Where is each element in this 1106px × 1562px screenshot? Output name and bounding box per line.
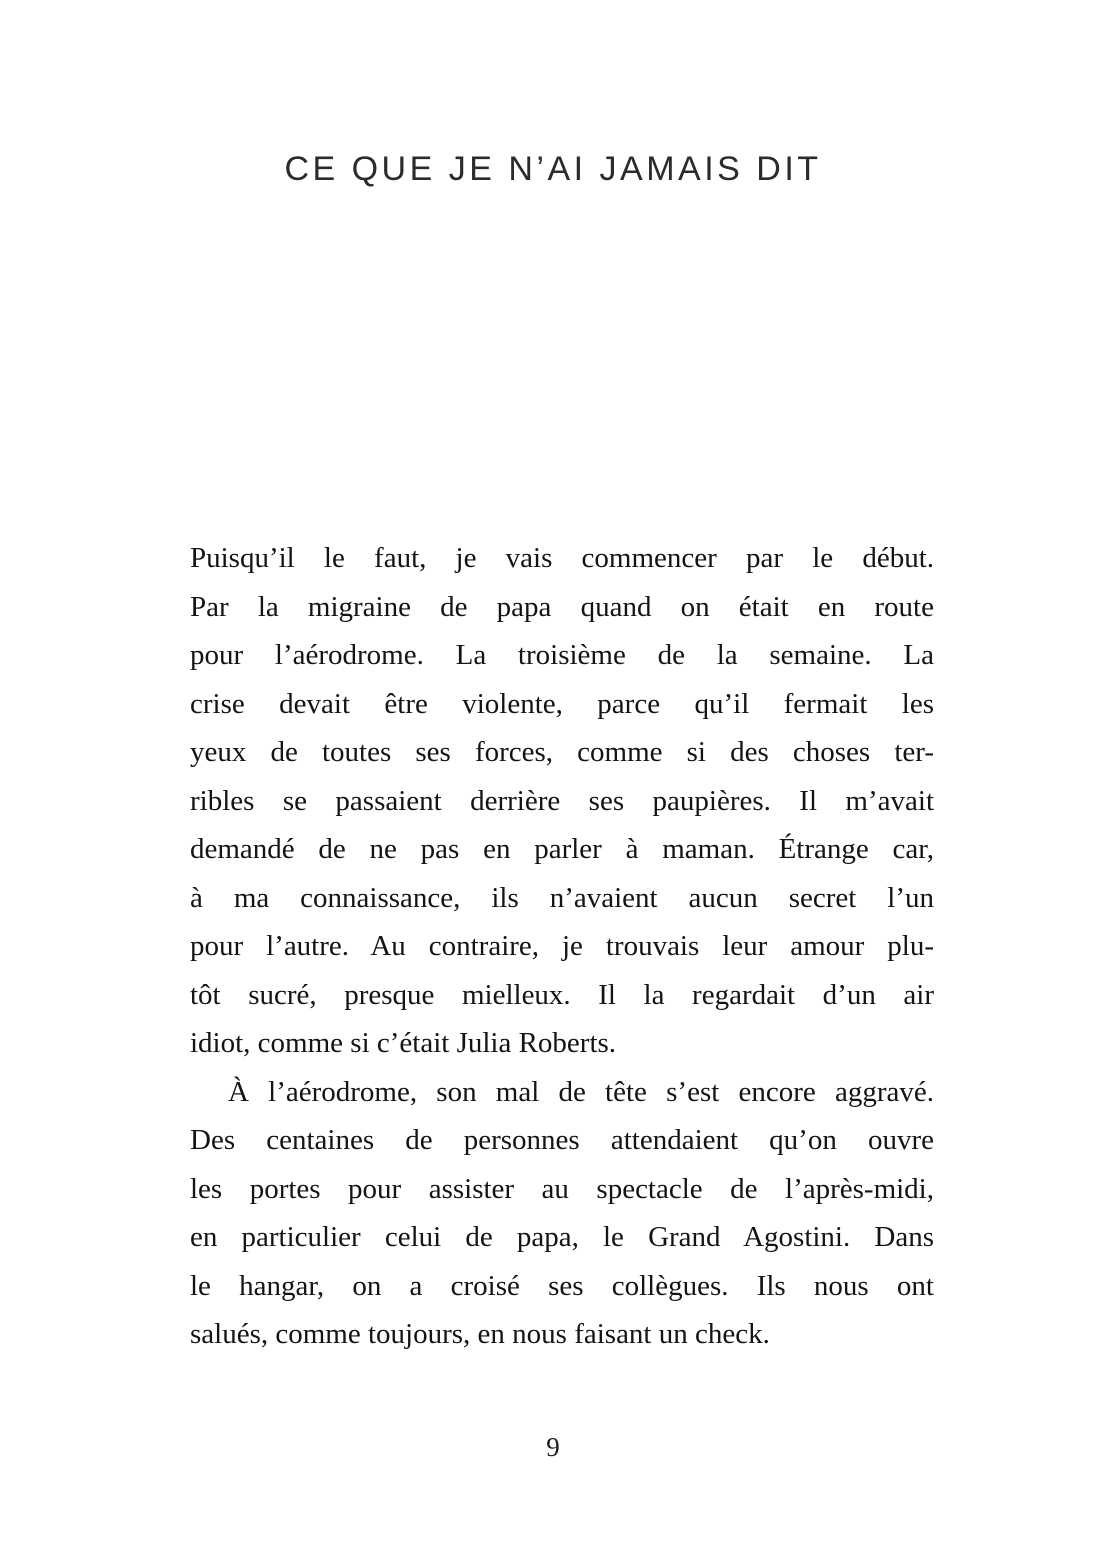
text-line: Des centaines de personnes attendaient qu’on ouvre (190, 1124, 934, 1156)
text-line: salués, comme toujours, en nous faisant un check. (190, 1318, 770, 1350)
text-line: à ma connaissance, ils n’avaient aucun secret l’un (190, 881, 934, 914)
text-line: pour l’autre. Au contraire, je trouvais leur amour plu- (190, 930, 934, 962)
paragraph (190, 1068, 934, 1359)
text-line: en particulier celui de papa, le Grand Agostini. Dans (190, 1221, 934, 1253)
page-number: 9 (546, 1432, 560, 1462)
text-line: le hangar, on a croisé ses collègues. Ils nous ont (190, 1269, 934, 1302)
text-line: idiot, comme si c’était Julia Roberts. (190, 1027, 617, 1059)
text-line: À l’aérodrome, son mal de tête s’est encore aggravé. (228, 1075, 934, 1108)
text-line: les portes pour assister au spectacle de l’après-midi, (190, 1172, 934, 1205)
text-line: Puisqu’il le faut, je vais commencer par le début. (190, 542, 934, 574)
text-line: tôt sucré, presque mielleux. Il la regardait d’un air (190, 978, 934, 1011)
text-line: pour l’aérodrome. La troisième de la semaine. La (190, 639, 934, 671)
paragraph (190, 534, 934, 1068)
text-line: crise devait être violente, parce qu’il fermait les (190, 687, 934, 720)
chapter-title: CE QUE JE N’AI JAMAIS DIT (284, 150, 822, 188)
text-line: demandé de ne pas en parler à maman. Étrange car, (190, 833, 934, 865)
text-line: Par la migraine de papa quand on était en route (190, 590, 934, 623)
text-line: yeux de toutes ses forces, comme si des choses ter- (190, 736, 934, 768)
body-text (190, 534, 934, 1359)
text-line: ribles se passaient derrière ses paupières. Il m’avait (190, 784, 934, 817)
